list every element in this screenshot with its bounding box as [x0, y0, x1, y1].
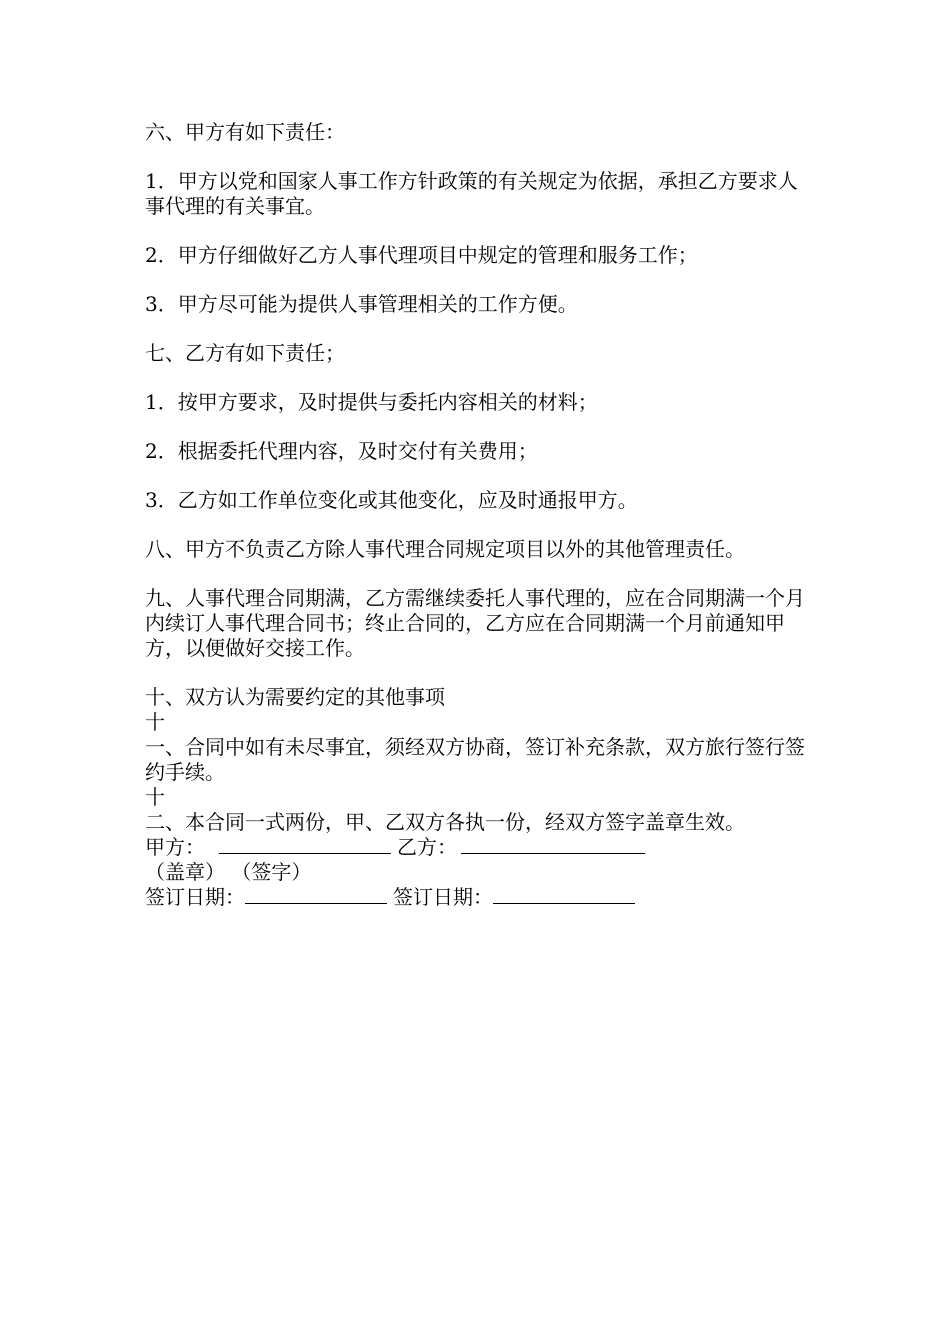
section-7-item-1: 1．按甲方要求，及时提供与委托内容相关的材料；	[145, 390, 598, 414]
section-8: 八、甲方不负责乙方除人事代理合同规定项目以外的其他管理责任。	[145, 537, 745, 561]
section-6-item-3: 3．甲方尽可能为提供人事管理相关的工作方便。	[145, 292, 578, 316]
party-a-label: 甲方：	[145, 835, 205, 859]
section-10: 十、双方认为需要约定的其他事项	[145, 685, 445, 709]
section-6-item-2: 2．甲方仔细做好乙方人事代理项目中规定的管理和服务工作；	[145, 243, 698, 267]
section-7-title: 七、乙方有如下责任；	[145, 341, 345, 365]
section-7-item-3: 3．乙方如工作单位变化或其他变化，应及时通报甲方。	[145, 488, 638, 512]
contract-page	[145, 120, 815, 910]
party-b-label: 乙方：	[397, 835, 457, 859]
date-a-blank[interactable]	[245, 885, 387, 904]
party-b-blank[interactable]	[461, 835, 645, 854]
section-9: 九、人事代理合同期满，乙方需继续委托人事代理的，应在合同期满一个月内续订人事代理合同书；终止合同的，乙方应在合同期满一个月前通知甲方，以便做好交接工作。	[145, 586, 805, 660]
section-11: 一、合同中如有未尽事宜，须经双方协商，签订补充条款，双方旅行签行签约手续。	[145, 735, 805, 784]
date-label-a: 签订日期：	[145, 885, 245, 909]
signature-parties-row	[145, 835, 815, 860]
section-12: 二、本合同一式两份，甲、乙双方各执一份，经双方签字盖章生效。	[145, 810, 745, 834]
seal-label: （盖章）	[145, 860, 225, 884]
section-6-title: 六、甲方有如下责任：	[145, 120, 345, 144]
section-7-item-2: 2．根据委托代理内容，及时交付有关费用；	[145, 439, 538, 463]
signature-seal-row	[145, 860, 815, 885]
date-label-b: 签订日期：	[393, 885, 493, 909]
party-a-blank[interactable]	[219, 835, 391, 854]
section-6-item-1: 1．甲方以党和国家人事工作方针政策的有关规定为依据，承担乙方要求人事代理的有关事宜。	[145, 169, 798, 218]
section-12-prefix: 十	[145, 785, 165, 809]
sign-label: （签字）	[231, 860, 312, 884]
section-11-prefix: 十	[145, 710, 165, 734]
date-b-blank[interactable]	[493, 885, 635, 904]
signature-date-row	[145, 885, 815, 910]
